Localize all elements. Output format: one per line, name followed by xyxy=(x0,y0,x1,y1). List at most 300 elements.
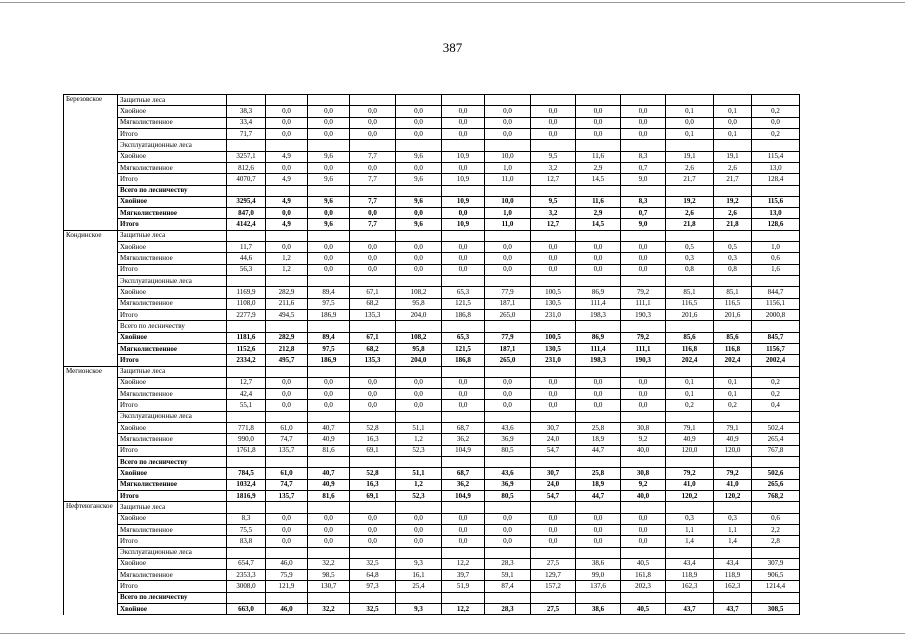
table-row xyxy=(64,389,800,400)
value-cell: 0,0 xyxy=(531,264,576,275)
value-cell: 2,6 xyxy=(714,208,752,219)
empty-cell xyxy=(485,321,531,332)
table-row xyxy=(64,298,800,309)
empty-cell xyxy=(442,411,485,422)
value-cell: 43,4 xyxy=(666,558,714,569)
empty-cell xyxy=(531,592,576,603)
empty-cell xyxy=(396,547,442,558)
value-cell: 130,5 xyxy=(531,343,576,354)
empty-cell xyxy=(531,457,576,468)
value-cell: 51,1 xyxy=(396,423,442,434)
empty-cell xyxy=(308,411,350,422)
value-cell: 85,1 xyxy=(666,287,714,298)
value-cell: 0,0 xyxy=(396,524,442,535)
empty-cell xyxy=(531,95,576,106)
value-cell: 100,5 xyxy=(531,332,576,343)
value-cell: 43,7 xyxy=(714,604,752,615)
value-cell: 2334,2 xyxy=(227,355,266,366)
value-cell: 121,5 xyxy=(442,343,485,354)
value-cell: 0,0 xyxy=(485,524,531,535)
value-cell: 0,2 xyxy=(714,400,752,411)
value-cell: 1761,8 xyxy=(227,445,266,456)
empty-cell xyxy=(621,321,666,332)
value-cell: 0,0 xyxy=(350,513,396,524)
section-row xyxy=(64,230,800,241)
empty-cell xyxy=(350,276,396,287)
empty-cell xyxy=(442,95,485,106)
value-cell: 104,9 xyxy=(442,445,485,456)
empty-cell xyxy=(714,140,752,151)
empty-cell xyxy=(350,411,396,422)
value-cell: 46,0 xyxy=(266,558,308,569)
value-cell: 10,0 xyxy=(485,151,531,162)
empty-cell xyxy=(227,321,266,332)
empty-cell xyxy=(531,502,576,513)
value-cell: 187,1 xyxy=(485,298,531,309)
row-label: Мягколиственное xyxy=(118,524,227,535)
empty-cell xyxy=(531,321,576,332)
value-cell: 1,2 xyxy=(266,253,308,264)
value-cell: 3,2 xyxy=(531,162,576,173)
value-cell: 844,7 xyxy=(752,287,800,298)
empty-cell xyxy=(714,276,752,287)
value-cell: 0,0 xyxy=(350,389,396,400)
empty-cell xyxy=(227,230,266,241)
value-cell: 282,9 xyxy=(266,332,308,343)
value-cell: 9,5 xyxy=(531,151,576,162)
value-cell: 768,2 xyxy=(752,490,800,501)
empty-cell xyxy=(714,502,752,513)
forestry-cell xyxy=(64,276,118,287)
section-row xyxy=(64,276,800,287)
value-cell: 0,0 xyxy=(266,377,308,388)
value-cell: 2,2 xyxy=(752,524,800,535)
section-row xyxy=(64,411,800,422)
forestry-cell xyxy=(64,298,118,309)
forestry-cell xyxy=(64,513,118,524)
value-cell: 847,0 xyxy=(227,208,266,219)
section-label: Защитные леса xyxy=(118,230,227,241)
forestry-cell xyxy=(64,253,118,264)
page-number: 387 xyxy=(442,40,463,55)
value-cell: 121,5 xyxy=(442,298,485,309)
value-cell: 135,3 xyxy=(350,355,396,366)
value-cell: 0,0 xyxy=(621,524,666,535)
empty-cell xyxy=(485,140,531,151)
table-body xyxy=(64,95,800,615)
value-cell: 0,0 xyxy=(531,253,576,264)
value-cell: 75,9 xyxy=(266,570,308,581)
value-cell: 2,9 xyxy=(576,208,621,219)
empty-cell xyxy=(266,411,308,422)
value-cell: 12,2 xyxy=(442,558,485,569)
value-cell: 52,8 xyxy=(350,468,396,479)
value-cell: 71,7 xyxy=(227,128,266,139)
empty-cell xyxy=(396,592,442,603)
row-label: Итого xyxy=(118,536,227,547)
empty-cell xyxy=(266,276,308,287)
value-cell: 16,3 xyxy=(350,434,396,445)
value-cell: 86,9 xyxy=(576,332,621,343)
forestry-name: Мегионское xyxy=(64,366,118,377)
value-cell: 0,0 xyxy=(266,524,308,535)
value-cell: 95,8 xyxy=(396,298,442,309)
value-cell: 0,0 xyxy=(576,400,621,411)
value-cell: 97,3 xyxy=(350,581,396,592)
forestry-name: Березовское xyxy=(64,95,118,106)
empty-cell xyxy=(576,366,621,377)
empty-cell xyxy=(576,457,621,468)
table-row xyxy=(64,242,800,253)
value-cell: 1108,0 xyxy=(227,298,266,309)
forestry-name: Нефтеюганское xyxy=(64,502,118,513)
value-cell: 40,5 xyxy=(621,604,666,615)
value-cell: 1,2 xyxy=(396,434,442,445)
value-cell: 10,9 xyxy=(442,151,485,162)
empty-cell xyxy=(442,185,485,196)
row-label: Хвойное xyxy=(118,151,227,162)
value-cell: 13,0 xyxy=(752,162,800,173)
row-label: Хвойное xyxy=(118,287,227,298)
row-label: Итого xyxy=(118,445,227,456)
row-label: Итого xyxy=(118,219,227,230)
value-cell: 0,0 xyxy=(266,162,308,173)
value-cell: 54,7 xyxy=(531,445,576,456)
value-cell: 40,7 xyxy=(308,423,350,434)
empty-cell xyxy=(350,502,396,513)
value-cell: 77,9 xyxy=(485,287,531,298)
value-cell: 1,1 xyxy=(714,524,752,535)
value-cell: 0,2 xyxy=(752,389,800,400)
value-cell: 115,4 xyxy=(752,151,800,162)
value-cell: 307,9 xyxy=(752,558,800,569)
value-cell: 0,0 xyxy=(350,106,396,117)
empty-cell xyxy=(531,411,576,422)
forestry-cell xyxy=(64,332,118,343)
value-cell: 0,0 xyxy=(576,524,621,535)
value-cell: 990,0 xyxy=(227,434,266,445)
value-cell: 0,0 xyxy=(576,242,621,253)
value-cell: 1,0 xyxy=(752,242,800,253)
section-label: Защитные леса xyxy=(118,366,227,377)
empty-cell xyxy=(752,321,800,332)
empty-cell xyxy=(576,185,621,196)
row-label: Мягколиственное xyxy=(118,117,227,128)
value-cell: 0,0 xyxy=(308,389,350,400)
value-cell: 1,1 xyxy=(666,524,714,535)
forestry-cell xyxy=(64,479,118,490)
empty-cell xyxy=(350,321,396,332)
value-cell: 0,0 xyxy=(442,264,485,275)
value-cell: 767,8 xyxy=(752,445,800,456)
empty-cell xyxy=(485,592,531,603)
value-cell: 0,0 xyxy=(621,377,666,388)
value-cell: 11,0 xyxy=(485,174,531,185)
value-cell: 186,8 xyxy=(442,355,485,366)
value-cell: 201,6 xyxy=(714,309,752,320)
value-cell: 494,5 xyxy=(266,309,308,320)
forestry-cell xyxy=(64,151,118,162)
value-cell: 74,7 xyxy=(266,434,308,445)
value-cell: 79,2 xyxy=(714,468,752,479)
value-cell: 98,5 xyxy=(308,570,350,581)
section-label: Эксплуатационные леса xyxy=(118,140,227,151)
section-row xyxy=(64,592,800,603)
value-cell: 0,0 xyxy=(531,400,576,411)
value-cell: 265,0 xyxy=(485,309,531,320)
empty-cell xyxy=(396,95,442,106)
value-cell: 4,9 xyxy=(266,151,308,162)
value-cell: 0,0 xyxy=(485,536,531,547)
empty-cell xyxy=(350,592,396,603)
empty-cell xyxy=(442,276,485,287)
empty-cell xyxy=(266,321,308,332)
empty-cell xyxy=(485,457,531,468)
value-cell: 10,0 xyxy=(485,196,531,207)
table-row xyxy=(64,309,800,320)
value-cell: 18,9 xyxy=(576,434,621,445)
value-cell: 1156,1 xyxy=(752,298,800,309)
row-label: Хвойное xyxy=(118,604,227,615)
value-cell: 0,0 xyxy=(350,377,396,388)
value-cell: 308,5 xyxy=(752,604,800,615)
section-label: Всего по лесничеству xyxy=(118,185,227,196)
table-row xyxy=(64,558,800,569)
value-cell: 130,7 xyxy=(308,581,350,592)
row-label: Мягколиственное xyxy=(118,434,227,445)
empty-cell xyxy=(485,185,531,196)
empty-cell xyxy=(752,185,800,196)
value-cell: 95,8 xyxy=(396,343,442,354)
empty-cell xyxy=(266,502,308,513)
value-cell: 0,0 xyxy=(396,253,442,264)
empty-cell xyxy=(308,185,350,196)
value-cell: 2,6 xyxy=(666,208,714,219)
value-cell: 0,1 xyxy=(714,389,752,400)
forestry-cell xyxy=(64,581,118,592)
value-cell: 19,2 xyxy=(714,196,752,207)
value-cell: 3257,1 xyxy=(227,151,266,162)
section-label: Защитные леса xyxy=(118,502,227,513)
value-cell: 1,4 xyxy=(666,536,714,547)
empty-cell xyxy=(308,592,350,603)
forestry-cell xyxy=(64,389,118,400)
empty-cell xyxy=(308,140,350,151)
value-cell: 27,5 xyxy=(531,604,576,615)
forestry-cell xyxy=(64,423,118,434)
empty-cell xyxy=(752,592,800,603)
value-cell: 0,0 xyxy=(350,536,396,547)
empty-cell xyxy=(752,230,800,241)
empty-cell xyxy=(752,457,800,468)
value-cell: 0,0 xyxy=(396,128,442,139)
empty-cell xyxy=(266,366,308,377)
value-cell: 0,0 xyxy=(485,513,531,524)
row-label: Итого xyxy=(118,355,227,366)
value-cell: 30,8 xyxy=(621,468,666,479)
forestry-cell xyxy=(64,592,118,603)
value-cell: 0,0 xyxy=(396,117,442,128)
value-cell: 202,3 xyxy=(621,581,666,592)
value-cell: 135,3 xyxy=(350,309,396,320)
value-cell: 33,4 xyxy=(227,117,266,128)
empty-cell xyxy=(485,411,531,422)
value-cell: 0,0 xyxy=(621,536,666,547)
value-cell: 162,3 xyxy=(666,581,714,592)
value-cell: 120,0 xyxy=(714,445,752,456)
value-cell: 654,7 xyxy=(227,558,266,569)
value-cell: 198,3 xyxy=(576,309,621,320)
value-cell: 0,0 xyxy=(266,128,308,139)
row-label: Мягколиственное xyxy=(118,253,227,264)
value-cell: 495,7 xyxy=(266,355,308,366)
forestry-cell xyxy=(64,264,118,275)
table-row xyxy=(64,332,800,343)
empty-cell xyxy=(442,230,485,241)
value-cell: 46,0 xyxy=(266,604,308,615)
value-cell: 0,0 xyxy=(396,513,442,524)
forestry-cell xyxy=(64,457,118,468)
value-cell: 161,8 xyxy=(621,570,666,581)
value-cell: 87,4 xyxy=(485,581,531,592)
table-row xyxy=(64,343,800,354)
row-label: Хвойное xyxy=(118,332,227,343)
value-cell: 0,0 xyxy=(485,106,531,117)
value-cell: 0,0 xyxy=(531,117,576,128)
value-cell: 0,0 xyxy=(576,513,621,524)
value-cell: 24,0 xyxy=(531,434,576,445)
empty-cell xyxy=(442,366,485,377)
value-cell: 0,0 xyxy=(266,106,308,117)
row-label: Мягколиственное xyxy=(118,343,227,354)
table-row xyxy=(64,151,800,162)
value-cell: 128,4 xyxy=(752,174,800,185)
value-cell: 0,0 xyxy=(266,400,308,411)
value-cell: 118,9 xyxy=(714,570,752,581)
value-cell: 2353,3 xyxy=(227,570,266,581)
value-cell: 0,0 xyxy=(621,264,666,275)
empty-cell xyxy=(266,547,308,558)
empty-cell xyxy=(442,547,485,558)
value-cell: 13,0 xyxy=(752,208,800,219)
row-label: Хвойное xyxy=(118,377,227,388)
value-cell: 36,2 xyxy=(442,479,485,490)
empty-cell xyxy=(266,457,308,468)
value-cell: 0,0 xyxy=(308,513,350,524)
value-cell: 7,7 xyxy=(350,151,396,162)
value-cell: 0,7 xyxy=(621,208,666,219)
empty-cell xyxy=(227,95,266,106)
value-cell: 0,0 xyxy=(396,242,442,253)
value-cell: 812,6 xyxy=(227,162,266,173)
value-cell: 137,6 xyxy=(576,581,621,592)
value-cell: 2002,4 xyxy=(752,355,800,366)
value-cell: 79,1 xyxy=(666,423,714,434)
value-cell: 0,0 xyxy=(350,128,396,139)
value-cell: 0,0 xyxy=(396,208,442,219)
value-cell: 0,0 xyxy=(752,117,800,128)
value-cell: 135,7 xyxy=(266,490,308,501)
value-cell: 11,7 xyxy=(227,242,266,253)
value-cell: 14,5 xyxy=(576,219,621,230)
value-cell: 38,6 xyxy=(576,558,621,569)
value-cell: 0,8 xyxy=(714,264,752,275)
table-row xyxy=(64,479,800,490)
empty-cell xyxy=(350,230,396,241)
forestry-cell xyxy=(64,128,118,139)
value-cell: 9,6 xyxy=(308,151,350,162)
value-cell: 0,0 xyxy=(576,106,621,117)
value-cell: 265,6 xyxy=(752,479,800,490)
value-cell: 0,3 xyxy=(714,253,752,264)
value-cell: 8,3 xyxy=(227,513,266,524)
value-cell: 1032,4 xyxy=(227,479,266,490)
value-cell: 68,7 xyxy=(442,468,485,479)
value-cell: 0,0 xyxy=(531,377,576,388)
table-row xyxy=(64,174,800,185)
value-cell: 2,9 xyxy=(576,162,621,173)
empty-cell xyxy=(396,502,442,513)
empty-cell xyxy=(350,95,396,106)
empty-cell xyxy=(442,140,485,151)
table-row xyxy=(64,162,800,173)
value-cell: 0,0 xyxy=(308,117,350,128)
empty-cell xyxy=(350,185,396,196)
value-cell: 40,0 xyxy=(621,490,666,501)
empty-cell xyxy=(621,276,666,287)
value-cell: 0,0 xyxy=(266,242,308,253)
empty-cell xyxy=(350,457,396,468)
value-cell: 44,6 xyxy=(227,253,266,264)
forestry-cell xyxy=(64,321,118,332)
empty-cell xyxy=(576,502,621,513)
value-cell: 21,8 xyxy=(666,219,714,230)
empty-cell xyxy=(485,276,531,287)
value-cell: 41,0 xyxy=(666,479,714,490)
value-cell: 190,3 xyxy=(621,309,666,320)
value-cell: 21,7 xyxy=(666,174,714,185)
value-cell: 68,7 xyxy=(442,423,485,434)
value-cell: 0,0 xyxy=(308,264,350,275)
value-cell: 0,0 xyxy=(531,242,576,253)
value-cell: 0,0 xyxy=(308,524,350,535)
value-cell: 9,5 xyxy=(531,196,576,207)
value-cell: 89,4 xyxy=(308,287,350,298)
value-cell: 201,6 xyxy=(666,309,714,320)
empty-cell xyxy=(714,95,752,106)
forestry-cell xyxy=(64,411,118,422)
value-cell: 9,3 xyxy=(396,604,442,615)
row-label: Итого xyxy=(118,264,227,275)
value-cell: 282,9 xyxy=(266,287,308,298)
value-cell: 0,1 xyxy=(666,377,714,388)
value-cell: 65,3 xyxy=(442,287,485,298)
forestry-cell xyxy=(64,400,118,411)
empty-cell xyxy=(666,140,714,151)
value-cell: 0,0 xyxy=(576,389,621,400)
forestry-cell xyxy=(64,140,118,151)
section-row xyxy=(64,502,800,513)
value-cell: 120,0 xyxy=(666,445,714,456)
empty-cell xyxy=(396,230,442,241)
value-cell: 0,0 xyxy=(576,264,621,275)
empty-cell xyxy=(576,95,621,106)
forestry-cell xyxy=(64,196,118,207)
empty-cell xyxy=(442,502,485,513)
value-cell: 1181,6 xyxy=(227,332,266,343)
value-cell: 0,0 xyxy=(621,128,666,139)
empty-cell xyxy=(308,502,350,513)
